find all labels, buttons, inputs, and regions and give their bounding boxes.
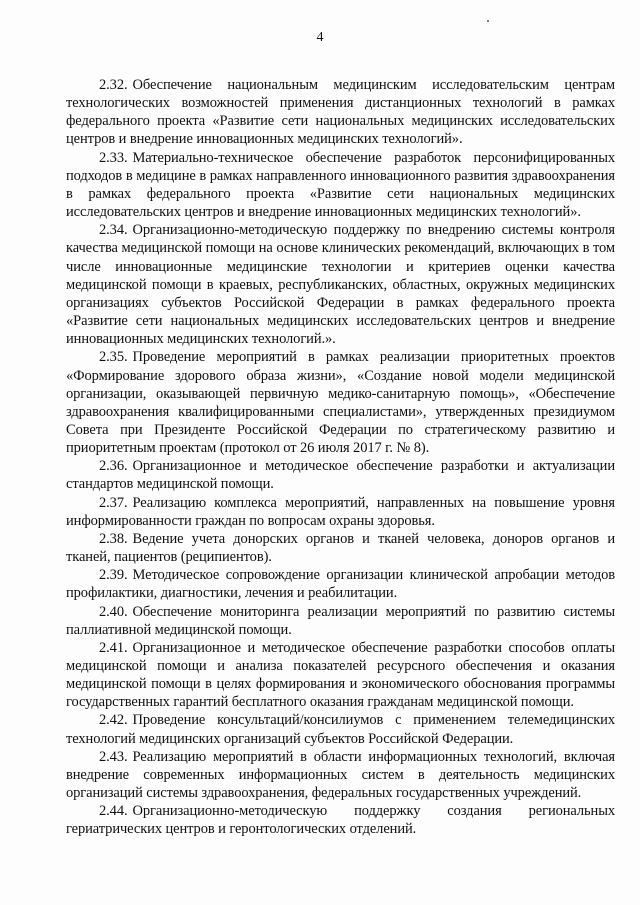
paragraph-number: 2.39. bbox=[99, 567, 128, 584]
paragraph-text: Обеспечение национальным медицинским исследовательским центрам технологических возможностей применения дистанционных технологий в рамках федерального проекта «Развитие сети национальных медицинских исследовательских центров и внедрение инновационных медицинских технологий». bbox=[66, 77, 615, 148]
paragraph-number: 2.35. bbox=[99, 349, 128, 366]
paragraph-number: 2.37. bbox=[99, 494, 128, 511]
paragraph-2-40 bbox=[66, 603, 615, 639]
paragraph-number: 2.34. bbox=[99, 222, 128, 239]
paragraph-number: 2.43. bbox=[99, 748, 128, 765]
paragraph-text: Организационно-методическую поддержку создания региональных гериатрических центров и геронтологических отделений. bbox=[66, 803, 615, 838]
paragraph-text: Проведение консультаций/консилиумов с применением телемедицинских технологий медицинских организаций субъектов Российской Федерации. bbox=[66, 712, 615, 747]
paragraph-2-37 bbox=[66, 494, 615, 530]
paragraph-number: 2.42. bbox=[99, 712, 128, 729]
paragraph-2-39 bbox=[66, 566, 615, 602]
paragraph-number: 2.40. bbox=[99, 603, 128, 620]
paragraph-number: 2.36. bbox=[99, 458, 128, 475]
paragraph-2-43 bbox=[66, 748, 615, 802]
paragraph-2-35 bbox=[66, 348, 615, 457]
paragraph-text: Организационное и методическое обеспечение разработки и актуализации стандартов медицинской помощи. bbox=[66, 458, 615, 493]
paragraph-2-32 bbox=[66, 76, 615, 149]
paragraph-number: 2.32. bbox=[99, 77, 128, 93]
paragraph-text: Проведение мероприятий в рамках реализации приоритетных проектов «Формирование здорового образа жизни», «Создание новой модели медицинской организации, оказывающей первичную медико-санитарную помощь», «Обеспечение здравоохранения квалифицированными специалистами», утвержденных президиумом Совета при Президенте Российской Федерации по стратегическому развитию и приоритетным проектам (протокол от 26 июля 2017 г. № 8). bbox=[66, 349, 615, 457]
paragraph-text: Обеспечение мониторинга реализации мероприятий по развитию системы паллиативной медицинской помощи. bbox=[66, 603, 615, 638]
paragraph-number: 2.33. bbox=[99, 149, 128, 166]
paragraph-text: Ведение учета донорских органов и тканей человека, доноров органов и тканей, пациентов (реципиентов). bbox=[66, 530, 615, 566]
paragraph-text: Методическое сопровождение организации клинической апробации методов профилактики, диагностики, лечения и реабилитации. bbox=[66, 567, 615, 602]
document-body bbox=[66, 76, 615, 839]
paragraph-text: Организационно-методическую поддержку по внедрению системы контроля качества медицинской помощи на основе клинических рекомендаций, включающих в том числе инновационные медицинские технологии и критериев оценки качества медицинской помощи в краевых, республиканских, областных, окружных медицинских организациях субъектов Российской Федерации в рамках федерального проекта «Развитие сети национальных медицинских исследовательских центров и внедрение инновационных медицинских технологий.». bbox=[66, 222, 615, 348]
paragraph-2-33 bbox=[66, 149, 615, 222]
scan-speck bbox=[487, 20, 489, 22]
paragraph-number: 2.38. bbox=[99, 530, 128, 547]
paragraph-2-42 bbox=[66, 711, 615, 747]
paragraph-2-34 bbox=[66, 221, 615, 348]
paragraph-2-44 bbox=[66, 802, 615, 838]
paragraph-2-38 bbox=[66, 530, 615, 566]
paragraph-number: 2.41. bbox=[99, 639, 128, 656]
paragraph-text: Реализацию комплекса мероприятий, направленных на повышение уровня информированности граждан по вопросам охраны здоровья. bbox=[66, 494, 615, 529]
paragraph-2-41 bbox=[66, 639, 615, 712]
paragraph-2-36 bbox=[66, 457, 615, 493]
page-number: 4 bbox=[316, 30, 324, 45]
paragraph-text: Реализацию мероприятий в области информационных технологий, включая внедрение современных информационных систем в деятельность медицинских организаций системы здравоохранения, федеральных государственных учреждений. bbox=[66, 748, 615, 802]
paragraph-number: 2.44. bbox=[99, 803, 128, 820]
paragraph-text: Организационное и методическое обеспечение разработки способов оплаты медицинской помощи и анализа показателей ресурсного обеспечения и оказания медицинской помощи в целях формирования и экономического обоснования программы государственных гарантий бесплатного оказания гражданам медицинской помощи. bbox=[66, 639, 615, 711]
paragraph-text: Материально-техническое обеспечение разработок персонифицированных подходов в медицине в рамках направленного инновационного развития здравоохранения в рамках федерального проекта «Развитие сети национальных медицинских исследовательских центров и внедрение инновационных медицинских технологий». bbox=[66, 149, 615, 221]
